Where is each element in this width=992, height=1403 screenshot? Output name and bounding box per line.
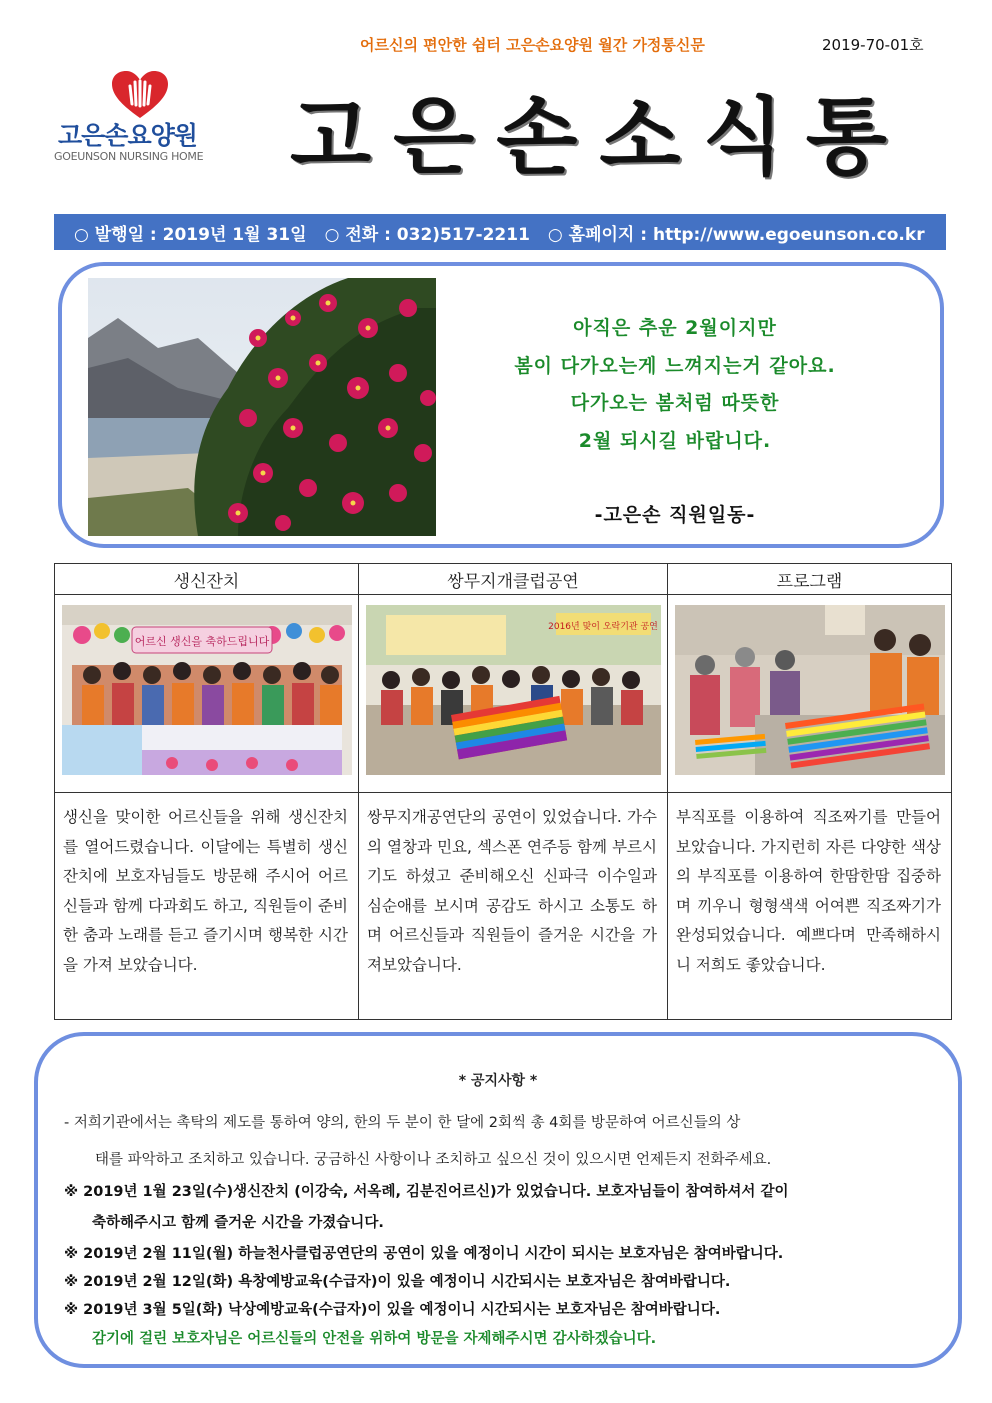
notice-intro: - 저희기관에서는 촉탁의 제도를 통하여 양의, 한의 두 분이 한 달에 2회씩 총 4회를 방문하여 어르신들의 상 [64,1115,741,1131]
phone-number: ○ 전화 : 032)517-2211 [324,224,530,245]
greeting-line: 아직은 추운 2월이지만 [573,317,777,339]
rainbow-club-performance-photo [366,605,661,775]
logo-korean-name: 고은손요양원 [58,121,197,150]
event-title: 쌍무지개클럽공연 [359,564,668,595]
notice-intro: 태를 파악하고 조치하고 있습니다. 궁금하신 사항이나 조치하고 싶으신 것이 있으시면 언제든지 전화주세요. [95,1152,772,1168]
camellia-photo [88,278,436,536]
publish-date: ○ 발행일 : 2019년 1월 31일 [74,224,307,245]
notice-item: ※ 2019년 1월 23일(수)생신잔치 (이강숙, 서옥례, 김분진어르신)가 있었습니다. 보호자님들이 참여하셔서 같이 [64,1184,789,1200]
logo-english-name: GOEUNSON NURSING HOME [54,150,204,163]
event-description: 생신을 맞이한 어르신들을 위해 생신잔치를 열어드렸습니다. 이달에는 특별히 생신잔치에 보호자님들도 방문해 주시어 어르신들과 함께 다과회도 하고, 직원들이 준비한 춤과 노래를 듣고 즐기시며 행복한 시간을 가져 보았습니다. [55,793,359,1020]
event-title: 생신잔치 [55,564,359,595]
event-title: 프로그램 [668,564,952,595]
logo [52,68,237,168]
notice-title: * 공지사항 * [458,1073,538,1089]
newsletter-tagline: 어르신의 편안한 쉼터 고은손요양원 월간 가정통신문 [360,36,705,54]
notice-item: ※ 2019년 3월 5일(화) 낙상예방교육(수급자)이 있을 예정이니 시간되시는 보호자님은 참여바랍니다. [64,1302,721,1318]
notice-item: ※ 2019년 2월 11일(월) 하늘천사클럽공연단의 공연이 있을 예정이니 시간이 되시는 보호자님은 참여바랍니다. [64,1246,784,1262]
greeting-line: 2월 되시길 바랍니다. [578,429,772,452]
birthday-party-photo [62,605,352,775]
birthday-banner: 어르신 생신을 축하드립니다 [134,635,269,648]
issue-number: 2019-70-01호 [822,36,924,54]
event-table [54,563,952,1020]
event-description: 부직포를 이용하여 직조짜기를 만들어보았습니다. 가지런히 자른 다양한 색상의 부직포를 이용하여 한땀한땀 집중하며 끼우니 형형색색 어여쁜 직조짜기가 완성되었습니다. 예쁘다며 만족해하시니 저희도 좋았습니다. [668,793,952,1020]
greeting-line: 다가오는 봄처럼 따뜻한 [570,392,780,414]
event-description: 쌍무지개공연단의 공연이 있었습니다. 가수의 열창과 민요, 섹스폰 연주등 함께 부르시기도 하셨고 준비해오신 신파극 이수일과 심순애를 보시며 공감도 하시고 소통도 하며 어르신들과 직원들이 즐거운 시간을 가져보았습니다. [359,793,668,1020]
performance-banner: 2016년 맞이 오락기관 공연 [547,622,658,632]
heart-hands-icon [110,70,170,120]
notice-item: 축하해주시고 함께 즐거운 시간을 가졌습니다. [92,1215,384,1231]
greeting-line: 봄이 다가오는게 느껴지는거 같아요. [514,354,836,377]
greeting-message [440,310,910,460]
info-bar [54,214,946,250]
greeting-signature: -고은손 직원일동- [594,504,756,526]
notice-closing: 감기에 걸린 보호자님은 어르신들의 안전을 위하여 방문을 자제해주시면 감사하겠습니다. [92,1331,657,1347]
homepage-link[interactable]: ○ 홈페이지 : http://www.egoeunson.co.kr [547,224,925,245]
newsletter-title: 고은손소식통 [290,88,909,186]
weaving-program-photo [675,605,945,775]
notice-item: ※ 2019년 2월 12일(화) 욕창예방교육(수급자)이 있을 예정이니 시간되시는 보호자님은 참여바랍니다. [64,1274,731,1290]
